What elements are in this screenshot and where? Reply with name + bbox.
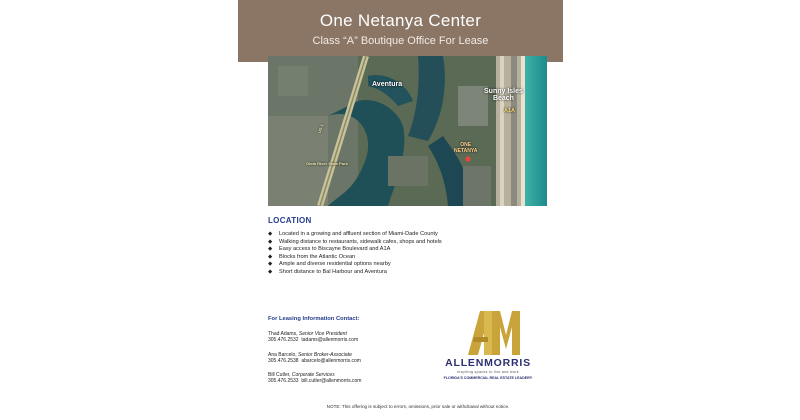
location-pin-icon xyxy=(465,156,470,161)
contact-role: Senior Vice President xyxy=(298,331,347,337)
list-item: ◆ Ample and diverse residential options nearby xyxy=(268,261,391,268)
list-item: ◆ Walking distance to restaurants, sidewalk cafes, shops and hotels xyxy=(268,238,442,245)
list-item: ◆ Located in a growing and affluent section of Miami-Dade County xyxy=(268,231,438,237)
contact-heading: For Leasing Information Contact: xyxy=(268,316,360,322)
bullet-diamond-icon: ◆ xyxy=(268,246,273,253)
contact-email[interactable]: abarcelo@allenmorris.com xyxy=(301,358,361,365)
contact-phone: 305.476.2538 xyxy=(268,358,299,365)
map-label-park: Oleta River State Park xyxy=(306,161,348,166)
aerial-map xyxy=(268,56,547,206)
location-heading: LOCATION xyxy=(268,216,312,225)
bullet-diamond-icon: ◆ xyxy=(268,231,273,237)
contact-card xyxy=(268,331,358,344)
contact-email[interactable]: bill.cutler@allenmorris.com xyxy=(301,378,362,385)
location-list xyxy=(268,231,442,277)
bullet-diamond-icon: ◆ xyxy=(268,261,273,268)
map-label-us1: US-1 xyxy=(316,123,325,134)
bullet-diamond-icon: ◆ xyxy=(268,268,273,275)
map-label-a1a: A1A xyxy=(504,108,516,114)
map-label-aventura: Aventura xyxy=(372,81,403,88)
list-item: ◆ Easy access to Biscayne Boulevard and A1A xyxy=(268,246,391,253)
list-item: ◆ Short distance to Bal Harbour and Aventura xyxy=(268,268,387,275)
contact-card xyxy=(268,372,361,385)
contact-card xyxy=(268,352,361,365)
contact-name: Ana Barcelo, xyxy=(268,352,297,358)
contact-phone: 305.476.2533 xyxy=(268,378,299,385)
contact-role: Senior Broker-Associate xyxy=(298,352,352,358)
contact-name: Bill Cutler, xyxy=(268,372,291,378)
contact-email[interactable]: tadams@allenmorris.com xyxy=(301,337,359,344)
header-banner xyxy=(238,0,563,62)
bullet-diamond-icon: ◆ xyxy=(268,238,273,245)
map-label-sunny-isles: Sunny Isles Beach xyxy=(484,88,523,102)
logo-tagline-secondary: FLORIDA'S COMMERCIAL REAL ESTATE LEADER® xyxy=(443,376,533,380)
disclaimer-note: NOTE: This offering is subject to errors, omissions, prior sale or withdrawal without notice. xyxy=(326,404,510,409)
logo-tagline: inspiring spaces to live and work xyxy=(457,370,519,374)
page-title: One Netanya Center xyxy=(319,11,482,30)
contact-name: Thad Adams, xyxy=(268,331,298,337)
bullet-diamond-icon: ◆ xyxy=(268,253,273,260)
page-subtitle: Class “A” Boutique Office For Lease xyxy=(312,35,489,47)
map-label-one-netanya: ONE NETANYA xyxy=(454,142,478,154)
contact-phone: 305.476.2532 xyxy=(268,337,299,344)
list-item: ◆ Blocks from the Atlantic Ocean xyxy=(268,253,356,260)
aerial-map-image xyxy=(268,56,547,206)
logo-wordmark: ALLENMORRIS xyxy=(445,357,531,369)
contact-role: Corporate Services xyxy=(291,372,335,378)
